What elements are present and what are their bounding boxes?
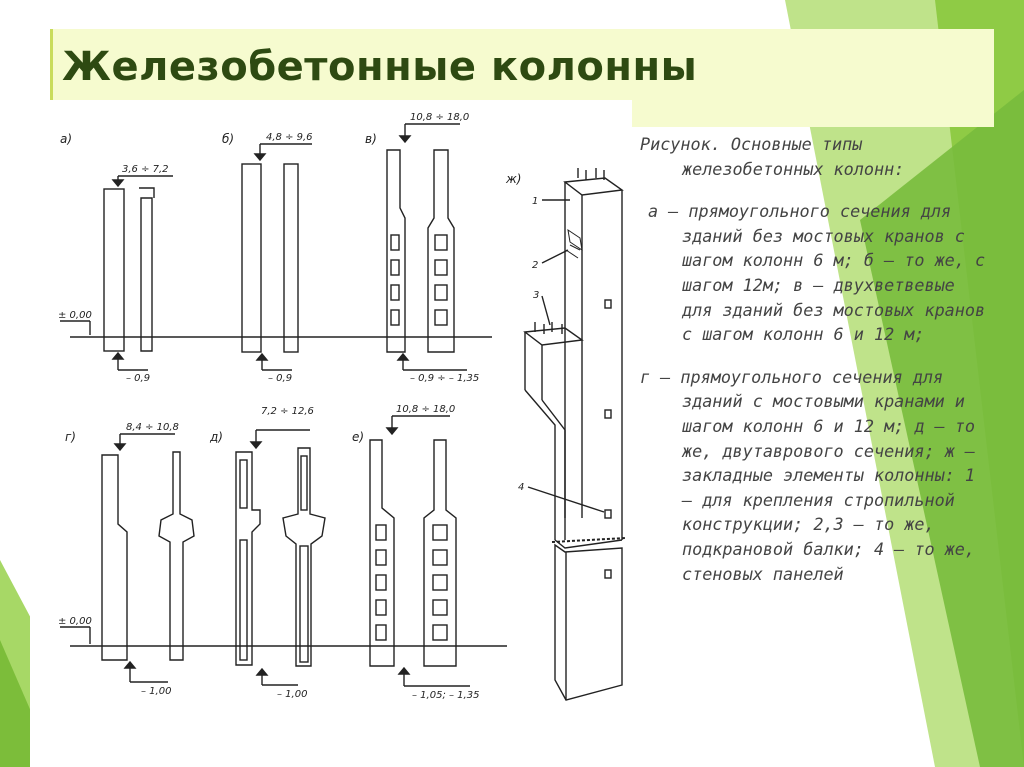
dimension-label: 3,6 ÷ 7,2 — [122, 164, 169, 175]
depth-label: – 1,00 — [277, 689, 308, 700]
level-label: ± 0,00 — [58, 310, 92, 321]
column-g — [102, 452, 194, 660]
figure-caption — [640, 132, 992, 586]
element-label: 2 — [532, 260, 539, 271]
depth-label: – 0,9 — [268, 373, 293, 384]
figure-panel — [30, 100, 632, 767]
panel-label: е) — [352, 430, 365, 444]
element-label: 1 — [532, 196, 539, 207]
panel-label: в) — [365, 132, 377, 146]
panel-label: г) — [65, 430, 76, 444]
caption-title: Рисунок. Основные типы железобетонных колонн: — [640, 134, 905, 179]
column-b — [242, 164, 298, 352]
depth-label: – 1,00 — [141, 686, 172, 697]
level-label: ± 0,00 — [58, 616, 92, 627]
panel-label: ж) — [506, 172, 522, 186]
column-v — [387, 150, 454, 352]
dimension-label: 7,2 ÷ 12,6 — [261, 406, 314, 417]
column-types-drawing — [30, 100, 632, 767]
panel-label: д) — [210, 430, 223, 444]
element-label: 4 — [518, 482, 525, 493]
depth-label: – 0,9 — [126, 373, 151, 384]
column-a — [104, 188, 154, 351]
caption-paragraph: г – прямоугольного сечения для зданий с мостовыми кранами и шагом колонн 6 и 12 м; д – то же, двутаврового сечения; ж – закладные элементы колонны: 1 – для крепления стропильной конструкции; 2,3 – то же, подкрановой балки; 4 – то же, стеновых панелей — [640, 366, 975, 584]
depth-label: – 0,9 ÷ – 1,35 — [410, 373, 480, 384]
dimension-label: 10,8 ÷ 18,0 — [396, 404, 456, 415]
column-e — [370, 440, 456, 666]
panel-label: б) — [222, 132, 235, 146]
element-label: 3 — [533, 290, 540, 301]
slide-title: Железобетонные колонны — [62, 44, 698, 90]
dimension-label: 4,8 ÷ 9,6 — [266, 132, 313, 143]
column-d — [236, 448, 325, 666]
dimension-label: 10,8 ÷ 18,0 — [410, 112, 470, 123]
panel-label: а) — [60, 132, 73, 146]
dimension-label: 8,4 ÷ 10,8 — [126, 422, 179, 433]
caption-paragraph: а – прямоугольного сечения для зданий без мостовых кранов с шагом колонн 6 м; б – то же, с шагом 12м; в – двухветвевые для зданий без мостовых кранов с шагом колонн 6 и 12 м; — [648, 201, 986, 345]
column-zh — [525, 168, 626, 700]
depth-label: – 1,05; – 1,35 — [412, 690, 480, 701]
